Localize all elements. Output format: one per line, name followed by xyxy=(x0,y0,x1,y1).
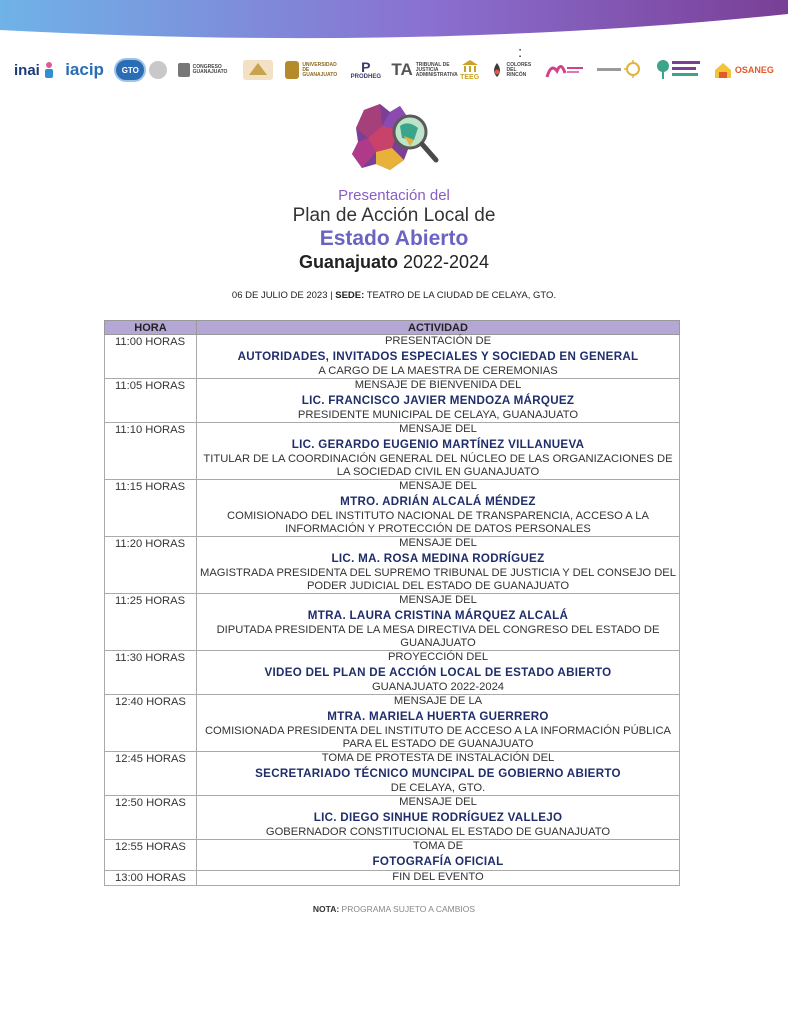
agenda-row xyxy=(105,871,680,886)
gto-seal-icon xyxy=(149,61,167,79)
iacip-logo: iacip xyxy=(65,60,104,79)
tree-emblem-icon xyxy=(654,57,704,83)
guanajuato-map-emblem xyxy=(342,98,442,182)
agenda-activity xyxy=(197,379,680,423)
agenda-time: 11:05 HORAS xyxy=(105,379,197,423)
agenda-activity xyxy=(197,480,680,537)
activity-intro: PROYECCIÓN DEL xyxy=(387,651,489,663)
agenda-activity xyxy=(197,752,680,796)
top-gradient-banner xyxy=(0,0,788,44)
agenda-time: 11:00 HORAS xyxy=(105,335,197,379)
logo-12 xyxy=(595,59,643,81)
tja-mark-icon: TA xyxy=(391,60,413,79)
activity-description: DIPUTADA PRESIDENTA DE LA MESA DIRECTIVA DEL CONGRESO DEL ESTADO DE GUANAJUATO xyxy=(216,624,660,649)
tja-logo: TA TRIBUNAL DE JUSTICIA ADMINISTRATIVA xyxy=(391,60,458,79)
title-line-2: Plan de Acción Local de xyxy=(292,205,496,226)
logo-13 xyxy=(654,57,704,83)
agenda-activity xyxy=(197,423,680,480)
agenda-row xyxy=(105,594,680,651)
title-line-3: Estado Abierto xyxy=(319,227,469,250)
activity-name: SECRETARIADO TÉCNICO MUNCIPAL DE GOBIERNO ABIERTO xyxy=(255,767,621,780)
agenda-time: 11:15 HORAS xyxy=(105,480,197,537)
congreso-logo: CONGRESO GUANAJUATO xyxy=(178,63,231,77)
gto-logo: GTO xyxy=(114,58,167,82)
activity-description: GOBERNADOR CONSTITUCIONAL EL ESTADO DE GUANAJUATO xyxy=(265,826,611,838)
activity-description: COMISIONADA PRESIDENTA DEL INSTITUTO DE ACCESO A LA INFORMACIÓN PÚBLICA PARA EL ESTADO DE GUANAJUATO xyxy=(204,725,672,750)
agenda-body xyxy=(105,335,680,886)
agenda-activity xyxy=(197,796,680,840)
agenda-time: 11:20 HORAS xyxy=(105,537,197,594)
activity-description: COMISIONADO DEL INSTITUTO NACIONAL DE TRANSPARENCIA, ACCESO A LA INFORMACIÓN Y PROTECCIÓN DE DATOS PERSONALES xyxy=(227,510,649,535)
agenda-activity xyxy=(197,335,680,379)
prodheg-mark-icon: P xyxy=(361,59,371,75)
agenda-row xyxy=(105,840,680,871)
agenda-row xyxy=(105,752,680,796)
logo-11 xyxy=(543,59,585,81)
agenda-row xyxy=(105,423,680,480)
agenda-time: 13:00 HORAS xyxy=(105,871,197,886)
hands-icon xyxy=(543,59,585,81)
activity-intro: TOMA DE xyxy=(412,840,464,852)
agenda-activity xyxy=(197,871,680,886)
activity-name: MTRO. ADRIÁN ALCALÁ MÉNDEZ xyxy=(340,495,536,508)
activity-intro: MENSAJE DEL xyxy=(399,423,477,435)
activity-description: MAGISTRADA PRESIDENTA DEL SUPREMO TRIBUNAL DE JUSTICIA Y DEL CONSEJO DEL PODER JUDICIAL DEL ESTADO DE GUANAJUATO xyxy=(200,567,676,592)
inai-person-icon xyxy=(43,61,55,79)
title-line-4: Guanajuato 2022-2024 xyxy=(298,252,490,272)
agenda-row xyxy=(105,379,680,423)
agenda-row xyxy=(105,335,680,379)
agenda-time: 12:45 HORAS xyxy=(105,752,197,796)
activity-name: AUTORIDADES, INVITADOS ESPECIALES Y SOCIEDAD EN GENERAL xyxy=(237,350,639,363)
agenda-time: 11:10 HORAS xyxy=(105,423,197,480)
date-venue-line: 06 DE JULIO DE 2023 | SEDE: TEATRO DE LA CIUDAD DE CELAYA, GTO. xyxy=(231,290,557,301)
agenda-time: 12:40 HORAS xyxy=(105,695,197,752)
agenda-activity xyxy=(197,537,680,594)
activity-name: VIDEO DEL PLAN DE ACCIÓN LOCAL DE ESTADO ABIERTO xyxy=(264,666,612,679)
agenda-header-row xyxy=(105,321,680,335)
agenda-time: 11:30 HORAS xyxy=(105,651,197,695)
agenda-row xyxy=(105,695,680,752)
congreso-shield-icon xyxy=(178,63,190,77)
activity-name: FOTOGRAFÍA OFICIAL xyxy=(372,855,504,868)
activity-description: DE CELAYA, GTO. xyxy=(390,782,486,794)
agenda-table xyxy=(104,320,680,886)
sun-emblem-icon xyxy=(595,59,643,81)
osaneg-logo: OSANEG xyxy=(714,61,774,79)
teeg-building-icon xyxy=(461,59,479,73)
colores-drop-icon xyxy=(490,62,504,78)
activity-intro: TOMA DE PROTESTA DE INSTALACIÓN DEL xyxy=(321,752,555,764)
activity-intro: PRESENTACIÓN DE xyxy=(384,335,492,347)
poder-judicial-logo xyxy=(241,57,275,83)
activity-intro: MENSAJE DE LA xyxy=(393,695,483,707)
agenda-time: 12:50 HORAS xyxy=(105,796,197,840)
agenda-time: 11:25 HORAS xyxy=(105,594,197,651)
agenda-activity xyxy=(197,840,680,871)
universidad-logo: UNIVERSIDAD DE GUANAJUATO xyxy=(285,61,340,79)
activity-description: TITULAR DE LA COORDINACIÓN GENERAL DEL NÚCLEO DE LAS ORGANIZACIONES DE LA SOCIEDAD CIVIL EN GUANAJUATO xyxy=(203,453,673,478)
title-colon: : xyxy=(518,44,523,61)
prodheg-logo: P PRODHEG xyxy=(350,59,381,80)
teeg-logo: TEEG xyxy=(460,59,479,81)
activity-name: MTRA. MARIELA HUERTA GUERRERO xyxy=(327,710,549,723)
activity-intro: MENSAJE DEL xyxy=(399,796,477,808)
activity-name: LIC. MA. ROSA MEDINA RODRÍGUEZ xyxy=(331,552,545,565)
footnote: NOTA: PROGRAMA SUJETO A CAMBIOS xyxy=(312,904,476,914)
activity-intro: FIN DEL EVENTO xyxy=(392,871,484,883)
osaneg-house-icon xyxy=(714,61,732,79)
activity-description: PRESIDENTE MUNICIPAL DE CELAYA, GUANAJUATO xyxy=(297,409,579,421)
sponsor-logos-row xyxy=(14,53,774,87)
activity-intro: MENSAJE DEL xyxy=(399,480,477,492)
activity-name: LIC. DIEGO SINHUE RODRÍGUEZ VALLEJO xyxy=(313,811,563,824)
agenda-row xyxy=(105,480,680,537)
activity-description: A CARGO DE LA MAESTRA DE CEREMONIAS xyxy=(318,365,558,377)
activity-intro: MENSAJE DEL xyxy=(399,594,477,606)
event-title-block xyxy=(0,186,788,273)
title-line-1: Presentación del xyxy=(338,187,450,204)
agenda-activity xyxy=(197,651,680,695)
activity-name: MTRA. LAURA CRISTINA MÁRQUEZ ALCALÁ xyxy=(307,609,569,622)
column-header-actividad: ACTIVIDAD xyxy=(197,321,680,335)
colores-logo: COLORES DEL RINCÓN xyxy=(490,62,533,78)
agenda-time: 12:55 HORAS xyxy=(105,840,197,871)
activity-name: LIC. GERARDO EUGENIO MARTÍNEZ VILLANUEVA xyxy=(291,438,585,451)
column-header-hora: HORA xyxy=(105,321,197,335)
activity-name: LIC. FRANCISCO JAVIER MENDOZA MÁRQUEZ xyxy=(301,394,575,407)
activity-description: GUANAJUATO 2022-2024 xyxy=(371,681,505,693)
activity-intro: MENSAJE DE BIENVENIDA DEL xyxy=(354,379,522,391)
poder-judicial-icon xyxy=(241,57,275,83)
universidad-shield-icon xyxy=(285,61,299,79)
agenda-activity xyxy=(197,594,680,651)
inai-logo: inai xyxy=(14,61,55,79)
agenda-row xyxy=(105,537,680,594)
activity-intro: MENSAJE DEL xyxy=(399,537,477,549)
agenda-row xyxy=(105,651,680,695)
agenda-activity xyxy=(197,695,680,752)
agenda-row xyxy=(105,796,680,840)
